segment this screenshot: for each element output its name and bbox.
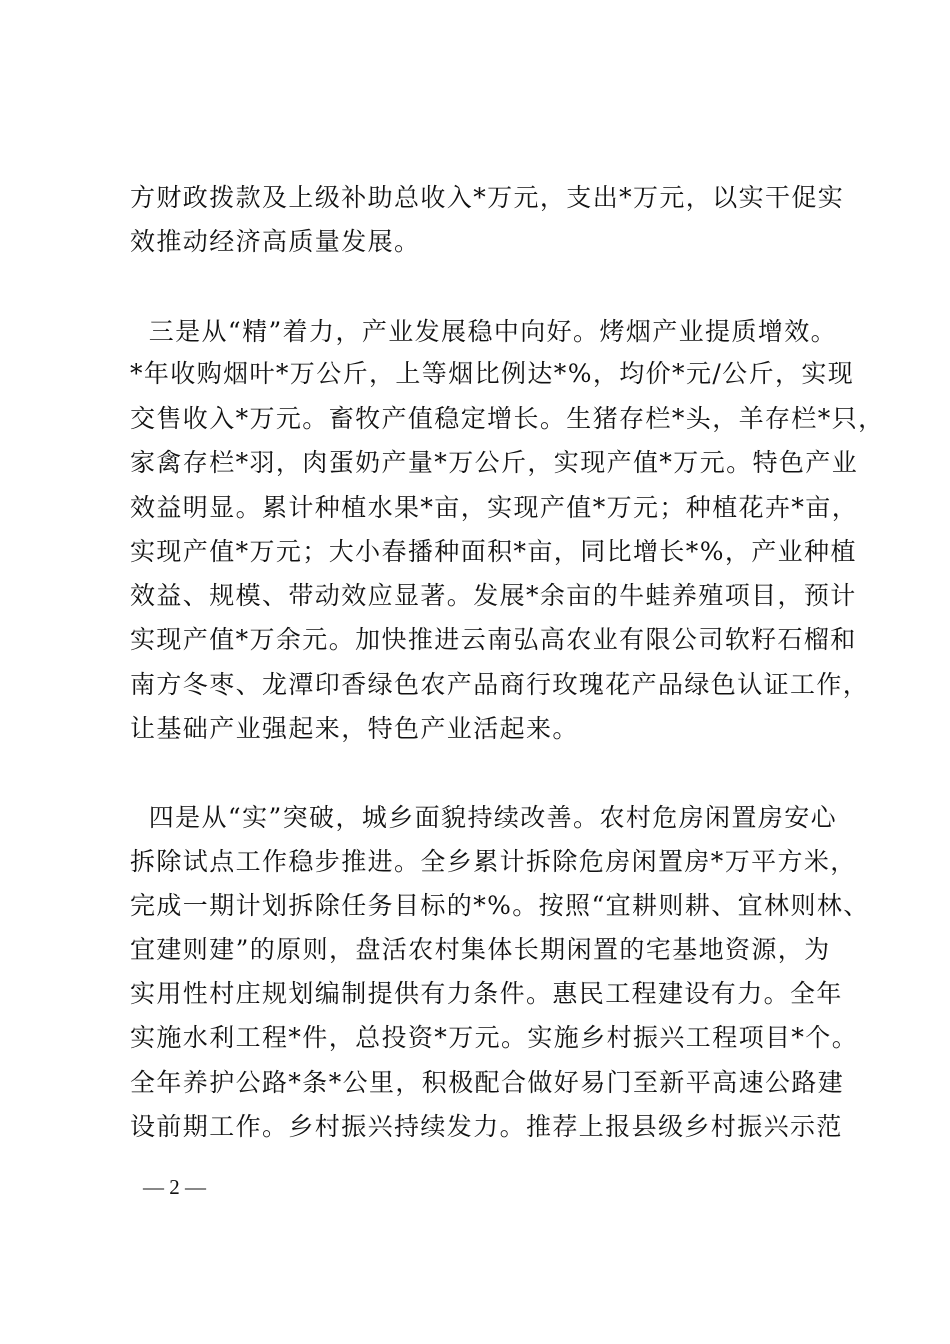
text-line: 让基础产业强起来，特色产业活起来。 (130, 714, 579, 743)
text-line: 全年养护公路*条*公里，积极配合做好易门至新平高速公路建 (130, 1068, 845, 1097)
text-line: 效益明显。累计种植水果*亩，实现产值*万元；种植花卉*亩， (130, 493, 859, 522)
text-line: 南方冬枣、龙潭印香绿色农产品商行玫瑰花产品绿色认证工作， (130, 670, 870, 699)
text-line: 设前期工作。乡村振兴持续发力。推荐上报县级乡村振兴示范 (130, 1112, 843, 1141)
text-line: 宜建则建”的原则，盘活农村集体长期闲置的宅基地资源，为 (130, 935, 831, 964)
text-line: 效推动经济高质量发展。 (130, 227, 421, 256)
text-line: *年收购烟叶*万公斤，上等烟比例达*%，均价*元/公斤，实现 (130, 359, 855, 388)
text-line: 家禽存栏*羽，肉蛋奶产量*万公斤，实现产值*万元。特色产业 (130, 448, 859, 477)
text-line: 实施水利工程*件，总投资*万元。实施乡村振兴工程项目*个。 (130, 1023, 859, 1052)
text-line: 实现产值*万元；大小春播种面积*亩，同比增长*%，产业种植 (130, 537, 857, 566)
text-line: 四是从“实”突破，城乡面貌持续改善。农村危房闲置房安心 (130, 803, 838, 832)
text-line: 方财政拨款及上级补助总收入*万元，支出*万元，以实干促实 (130, 183, 845, 212)
text-line: 三是从“精”着力，产业发展稳中向好。烤烟产业提质增效。 (130, 317, 838, 346)
text-line: 实现产值*万余元。加快推进云南弘高农业有限公司软籽石榴和 (130, 625, 857, 654)
text-line: 实用性村庄规划编制提供有力条件。惠民工程建设有力。全年 (130, 979, 843, 1008)
text-line: 交售收入*万元。畜牧产值稳定增长。生猪存栏*头，羊存栏*只， (130, 404, 885, 433)
text-line: 完成一期计划拆除任务目标的*%。按照“宜耕则耕、宜林则林、 (130, 891, 870, 920)
text-line: 效益、规模、带动效应显著。发展*余亩的牛蛙养殖项目，预计 (130, 581, 857, 610)
page-number: — 2 — (143, 1175, 206, 1199)
text-line: 拆除试点工作稳步推进。全乡累计拆除危房闲置房*万平方米， (130, 847, 857, 876)
